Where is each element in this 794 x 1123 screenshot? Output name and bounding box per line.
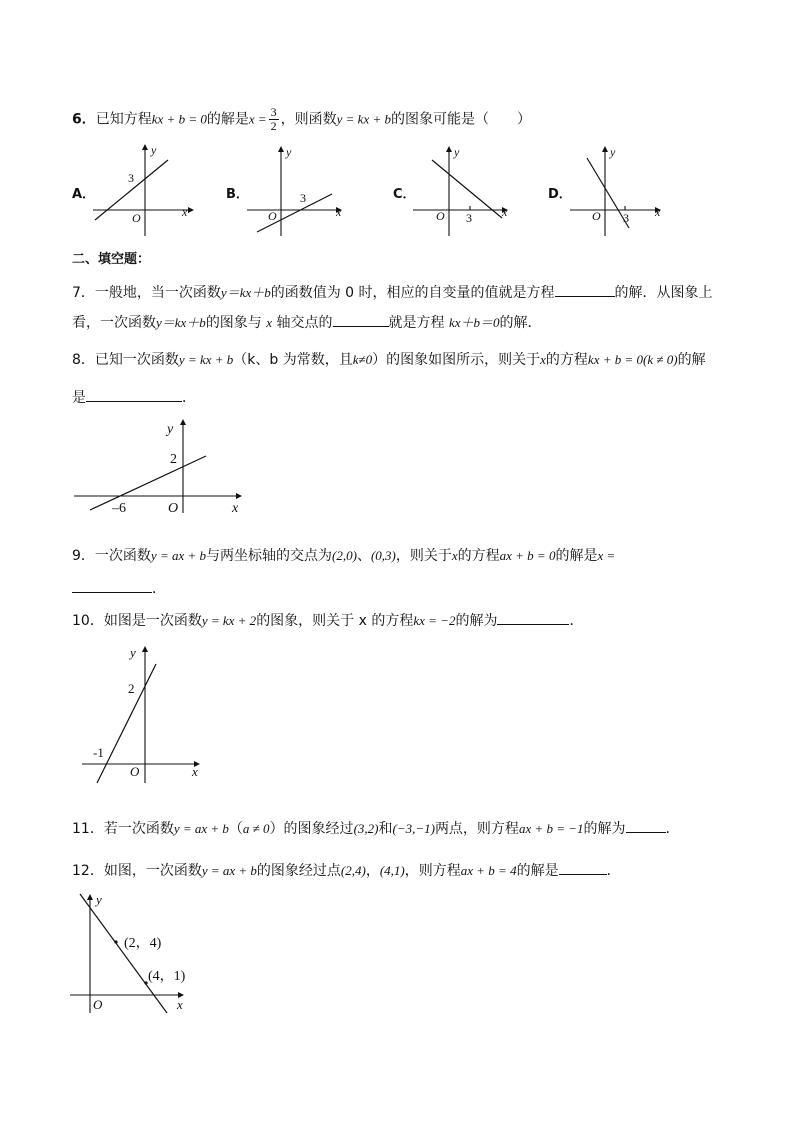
q9-blank[interactable] [72,578,152,593]
q8-graph [70,415,250,520]
q7-blank-1[interactable] [555,282,615,297]
svg-text:(2，4): (2，4) [124,936,162,951]
svg-text:–6: –6 [112,501,126,516]
svg-text:3: 3 [466,211,472,225]
svg-text:O: O [93,997,103,1012]
svg-text:y: y [454,145,460,159]
svg-text:x: x [192,764,198,779]
option-a-label: A． [72,187,96,202]
point-2-4 [114,940,117,943]
option-d-label: D． [548,187,572,202]
svg-text:x: x [655,205,661,219]
q12-blank[interactable] [559,860,607,875]
svg-text:x: x [177,997,183,1012]
svg-text:2: 2 [128,681,135,696]
svg-text:x: x [336,205,342,219]
svg-text:y: y [610,145,616,159]
q6-number: 6． [72,111,96,128]
q8-blank[interactable] [86,387,182,402]
fraction-3-2: $\frac{3}{2}$ [270,105,277,133]
svg-text:y: y [130,645,136,660]
svg-text:2: 2 [170,452,177,467]
svg-text:3: 3 [128,171,134,185]
q7-line1: 7．一般地，当一次函数y＝kx＋b的函数值为 0 时，相应的自变量的值就是方程 的解．从图象上 [72,282,713,303]
svg-text:y: y [167,422,174,437]
svg-text:x: x [182,205,188,219]
svg-text:(4，1): (4，1) [148,969,186,984]
option-c-graph [410,140,520,240]
svg-text:-1: -1 [93,745,104,760]
option-c-label: C． [393,187,416,202]
svg-text:O: O [132,211,141,225]
svg-text:O: O [268,209,277,223]
q11-blank[interactable] [626,818,666,833]
q10-graph [80,640,210,785]
option-b-label: B． [226,187,249,202]
q8-line2: 是 ． [72,387,196,408]
svg-text:y: y [96,892,102,907]
svg-text:x: x [502,205,508,219]
section-heading: 二、填空题： [72,252,151,267]
q12-line: 12．如图，一次函数y = ax + b的图象经过点(2,4)，(4,1)，则方程ax + b = 4的解是 ． [72,860,621,881]
option-b-graph [244,140,354,240]
q10-line: 10．如图是一次函数y = kx + 2的图象，则关于 x 的方程kx = −2的解为 ． [72,610,583,631]
q6-stem: 6．已知方程kx + b = 0的解是x = $\frac{3}{2}$ ，则函数y = kx + b的图象可能是（ ） [72,105,531,133]
option-d-graph [565,140,675,240]
option-a-graph [90,140,200,240]
svg-text:3: 3 [623,211,629,225]
q12-graph [68,888,208,1018]
svg-text:y: y [151,143,157,157]
q7-blank-2[interactable] [333,312,389,327]
q10-blank[interactable] [497,610,569,625]
q11-line: 11．若一次函数y = ax + b（a ≠ 0）的图象经过(3,2)和(−3,−1)两点，则方程ax + b = −1的解为 . [72,818,670,839]
q9-line1: 9．一次函数y = ax + b与两坐标轴的交点为(2,0)、(0,3)，则关于x的方程ax + b = 0的解是x = [72,548,616,564]
svg-text:y: y [286,145,292,159]
svg-text:O: O [436,209,445,223]
svg-text:O: O [130,764,140,779]
svg-text:O: O [168,501,179,516]
q8-line1: 8．已知一次函数y = kx + b（k、b 为常数，且k≠0）的图象如图所示，则关于x的方程kx + b = 0(k ≠ 0)的解 [72,352,706,368]
svg-text:x: x [232,501,239,516]
q7-line2: 看，一次函数y＝kx＋b的图象与 x 轴交点的 就是方程 kx＋b＝0的解． [72,312,542,333]
q9-line2: ． [72,578,166,599]
svg-text:3: 3 [300,191,306,205]
svg-text:O: O [592,209,601,223]
